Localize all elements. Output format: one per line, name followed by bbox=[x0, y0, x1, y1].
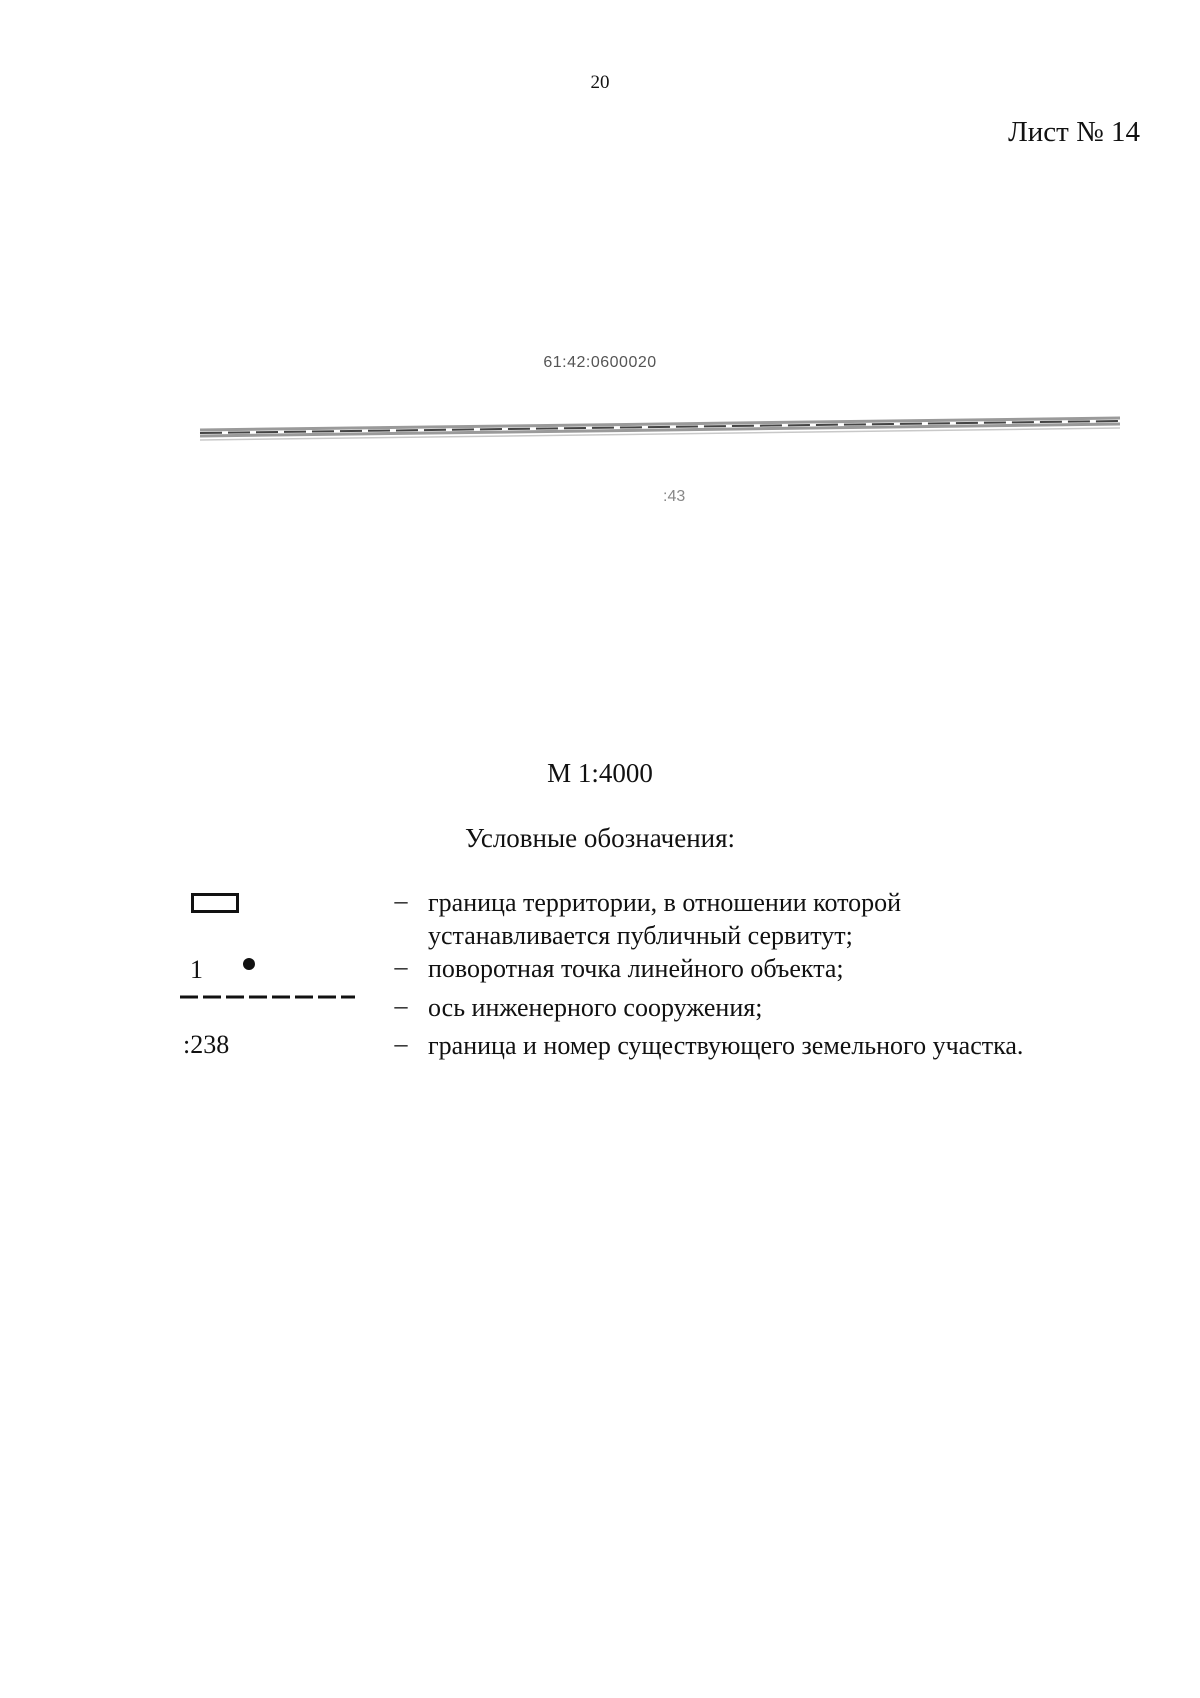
legend-dash: – bbox=[394, 1029, 408, 1058]
servitude-boundary-symbol bbox=[191, 893, 239, 913]
legend-dash: – bbox=[394, 886, 408, 915]
legend-text-line: устанавливается публичный сервитут; bbox=[428, 921, 853, 950]
page-number: 20 bbox=[590, 72, 610, 93]
legend-text-line: поворотная точка линейного объекта; bbox=[428, 954, 844, 983]
legend-dash: – bbox=[394, 952, 408, 981]
parcel-symbol-label: :238 bbox=[183, 1030, 230, 1059]
turning-point-symbol-label: 1 bbox=[190, 955, 203, 984]
map-lines bbox=[0, 330, 1200, 530]
scale-label: М 1:4000 bbox=[547, 758, 653, 788]
legend-dash: – bbox=[394, 991, 408, 1020]
parcel-number-label: :43 bbox=[663, 488, 686, 505]
legend-text-line: граница территории, в отношении которой bbox=[428, 888, 902, 917]
servitude-boundary-top bbox=[200, 418, 1120, 430]
map-area bbox=[0, 330, 1200, 530]
engineering-axis-symbol bbox=[180, 994, 355, 1000]
legend-text-line: граница и номер существующего земельного участка. bbox=[428, 1031, 1024, 1060]
legend-title: Условные обозначения: bbox=[464, 823, 736, 853]
legend-text-line: ось инженерного сооружения; bbox=[428, 993, 763, 1022]
sheet-label: Лист № 14 bbox=[1008, 116, 1140, 148]
quarter-label: 61:42:0600020 bbox=[543, 354, 657, 371]
turning-point-symbol bbox=[243, 958, 255, 970]
